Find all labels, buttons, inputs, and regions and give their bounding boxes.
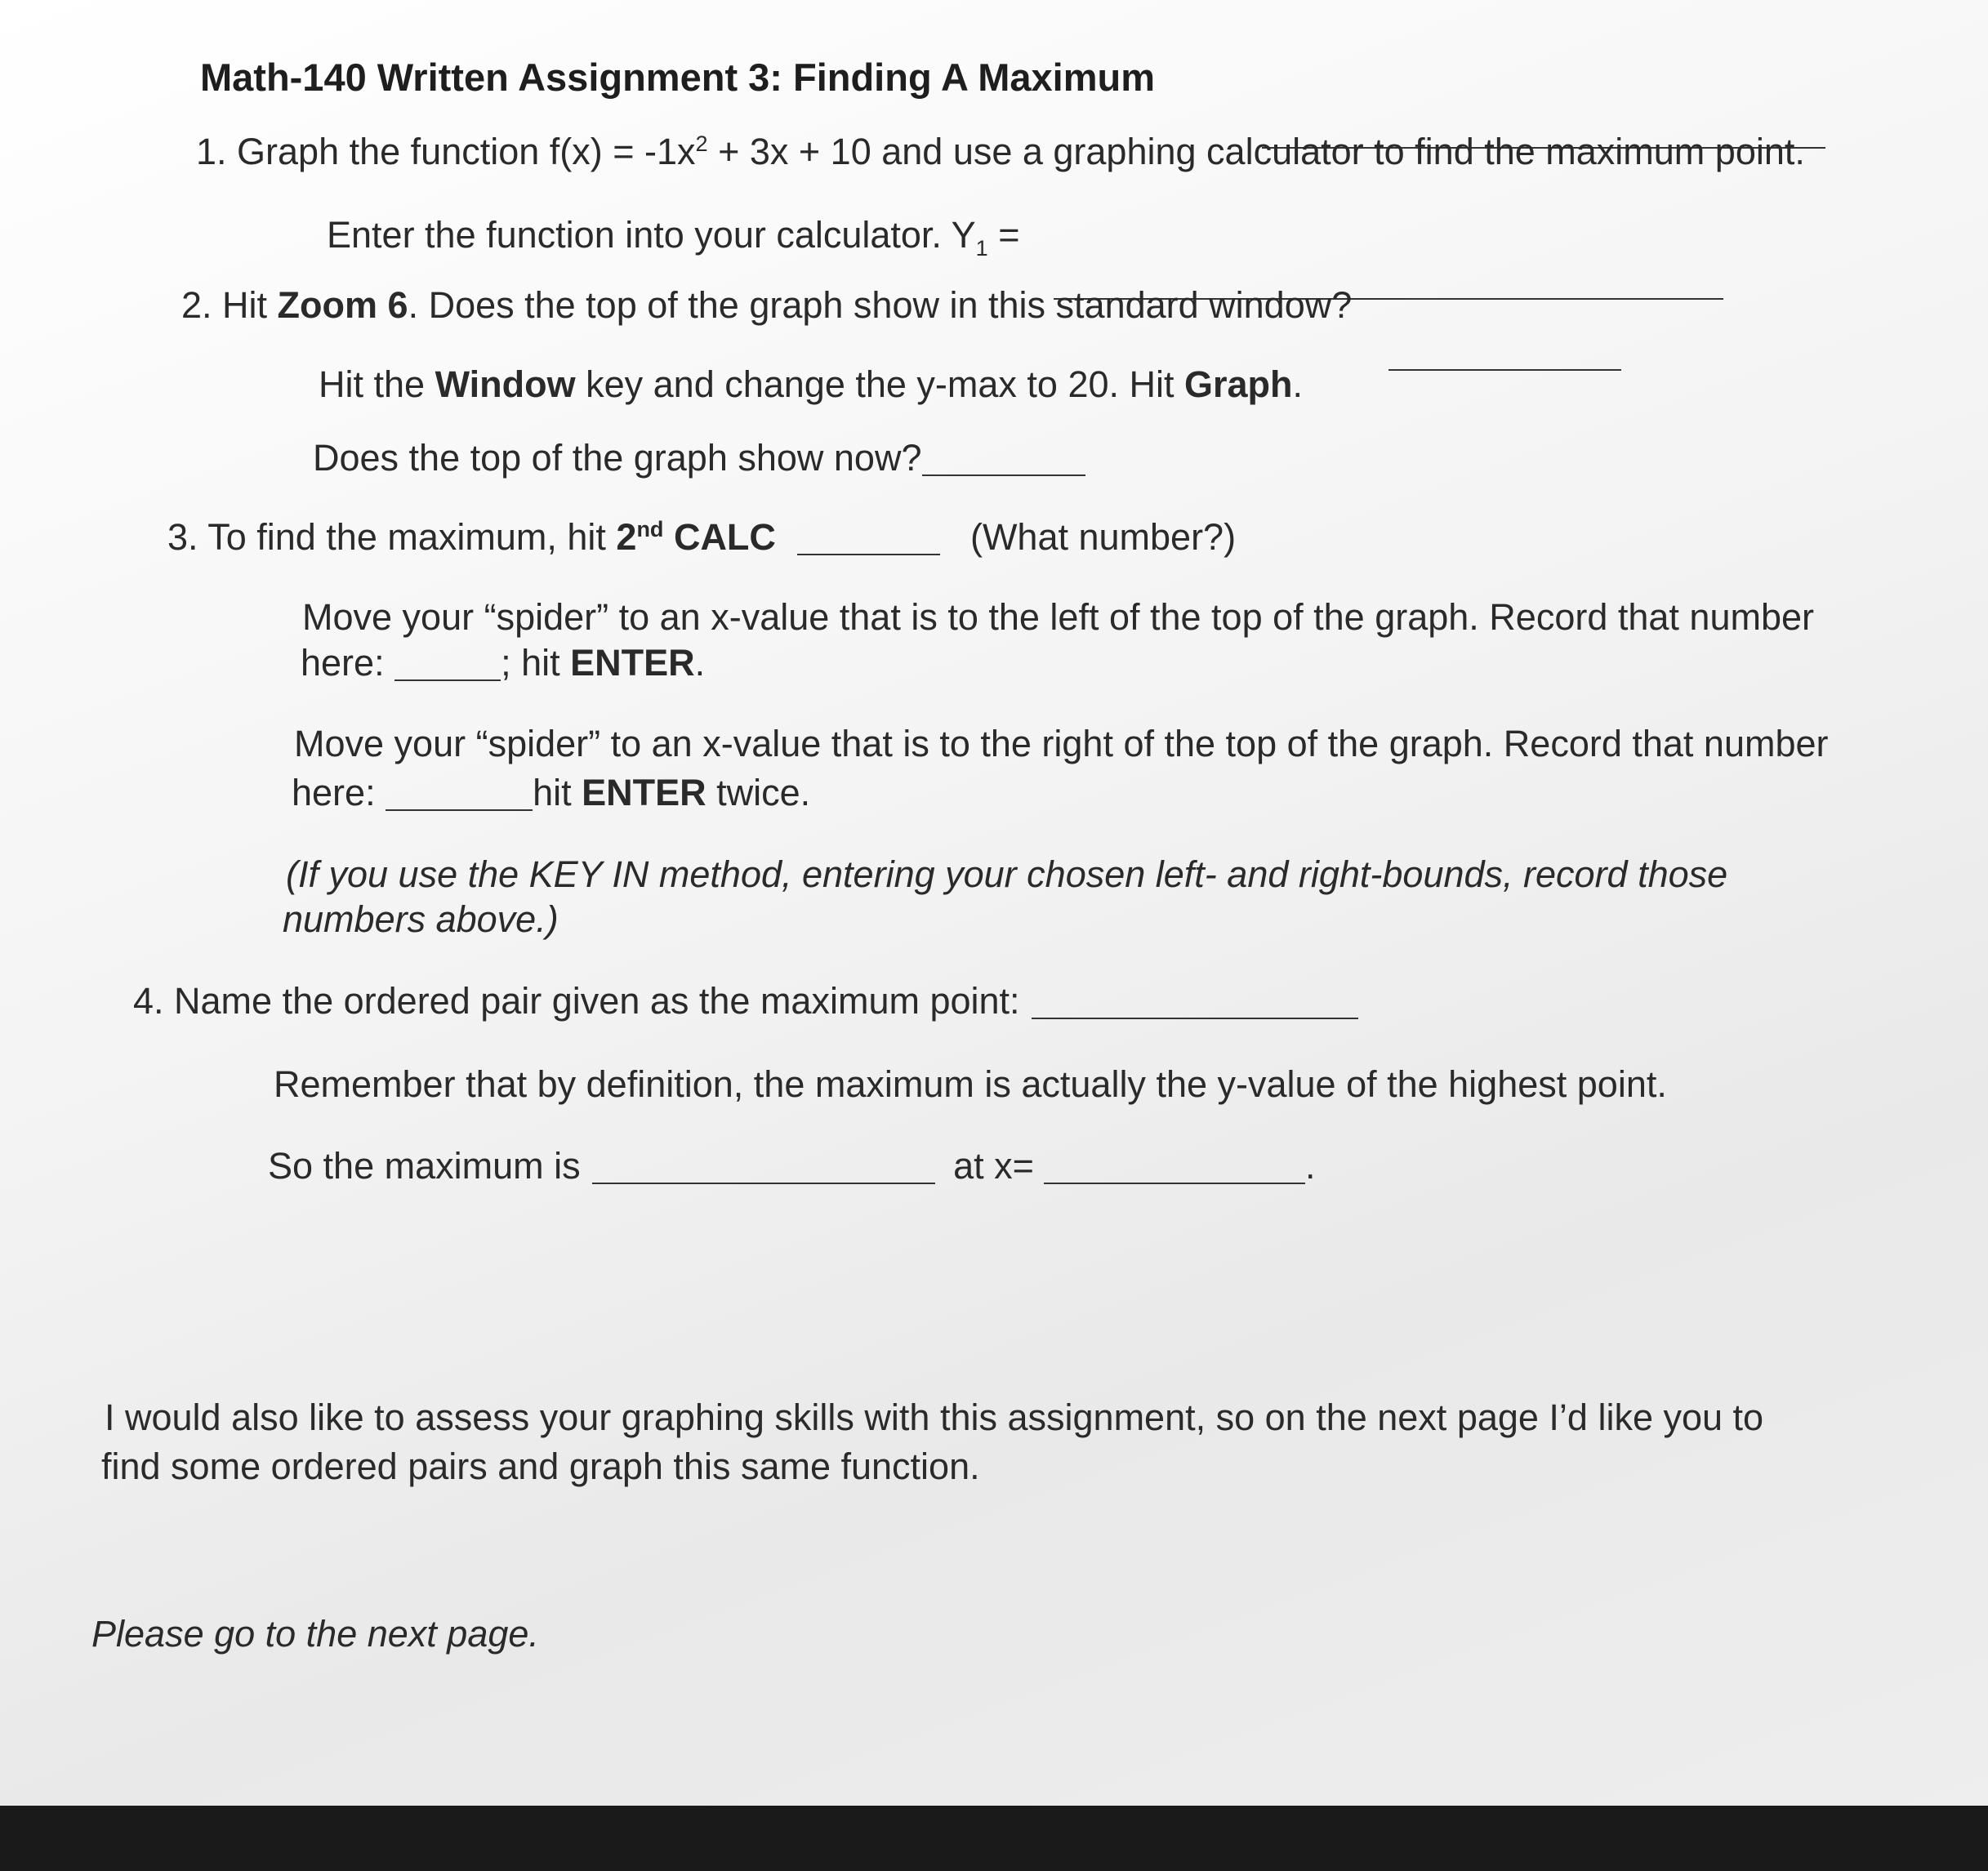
q4-so-max-text: So the maximum is (268, 1145, 581, 1187)
q3-second-sup: nd (636, 517, 664, 541)
q3-calc-number-blank[interactable] (797, 517, 940, 555)
q1-text-b: + 3x + 10 and use a graphing calculator to find the maximum point. (707, 131, 1805, 172)
q4-period: . (1304, 1145, 1316, 1187)
q3-right-enter: ENTER (582, 772, 706, 813)
q4-remember: Remember that by definition, the maximum is actually the y-value of the highest point. (274, 1063, 1667, 1105)
q1-enter-function (327, 214, 1020, 261)
q4-ordered-pair-blank[interactable] (1032, 981, 1358, 1019)
q2-pre: 2. Hit (181, 284, 278, 326)
q3-second: 2 (616, 516, 637, 558)
q3-left-line2 (301, 642, 705, 684)
q3-left-hit: ; hit (501, 642, 571, 684)
question-4 (133, 980, 1358, 1022)
q2-show-now (313, 437, 1085, 479)
q2-graph-key: Graph (1184, 363, 1293, 405)
q2-standard-window-blank[interactable] (1388, 369, 1621, 371)
next-page-note: Please go to the next page. (91, 1613, 539, 1655)
q3-right-line1: Move your “spider” to an x-value that is to the right of the top of the graph. Record that number (294, 723, 1829, 764)
q1-text-a: 1. Graph the function f(x) = -1x (196, 131, 696, 172)
question-1 (196, 131, 1805, 173)
q4-at-x: at x= (953, 1145, 1034, 1187)
q4-x-value-blank[interactable] (1044, 1146, 1305, 1184)
q3-calc: CALC (663, 516, 776, 558)
closing-line1: I would also like to assess your graphing skills with this assignment, so on the next page I’d like you to (105, 1397, 1764, 1438)
q2-zoom: Zoom 6 (277, 284, 408, 326)
q3-left-here: here: (301, 642, 395, 684)
q2-now-text: Does the top of the graph show now? (313, 437, 922, 479)
q3-left-bound-blank[interactable] (394, 643, 501, 681)
q4-maximum-blank[interactable] (592, 1146, 935, 1184)
closing-line2: find some ordered pairs and graph this same function. (101, 1446, 980, 1487)
question-2 (181, 284, 1352, 327)
q3-pre: 3. To find the maximum, hit (167, 516, 617, 558)
q3-right-end: twice. (706, 772, 811, 813)
q3-left-line1: Move your “spider” to an x-value that is to the left of the top of the graph. Record that number (302, 596, 1814, 638)
q3-keyin-line1: (If you use the KEY IN method, entering your chosen left- and right-bounds, record those (286, 853, 1728, 895)
q3-right-hit: hit (533, 772, 582, 813)
q3-what-number: (What number?) (969, 516, 1237, 558)
q4-so-max (268, 1145, 1315, 1187)
page-title: Math-140 Written Assignment 3: Finding A Maximum (200, 56, 1156, 99)
q1-enter-text: Enter the function into your calculator. Y (327, 214, 976, 256)
q2-window-mid: key and change the y-max to 20. Hit (575, 363, 1185, 405)
q2-now-blank[interactable] (922, 438, 1085, 476)
q3-right-bound-blank[interactable] (386, 773, 533, 811)
q1-equals: = (987, 214, 1020, 256)
q2-window-pre: Hit the (319, 363, 435, 405)
screen-bezel (0, 1806, 1988, 1871)
q2-window-key: Window (435, 363, 576, 405)
q3-left-end: . (694, 642, 706, 684)
q3-keyin-line2: numbers above.) (283, 898, 559, 940)
q4-text: 4. Name the ordered pair given as the maximum point: (133, 980, 1020, 1022)
q1-exponent: 2 (695, 131, 708, 156)
q2-window-end: . (1292, 363, 1304, 405)
q3-left-enter: ENTER (570, 642, 695, 684)
q3-right-here: here: (292, 772, 386, 813)
question-3 (167, 516, 1236, 559)
q1-subscript: 1 (975, 236, 988, 261)
q2-post: . Does the top of the graph show in this standard window? (408, 284, 1353, 326)
q2-window-instruction (319, 363, 1303, 406)
q3-right-line2 (292, 772, 810, 814)
